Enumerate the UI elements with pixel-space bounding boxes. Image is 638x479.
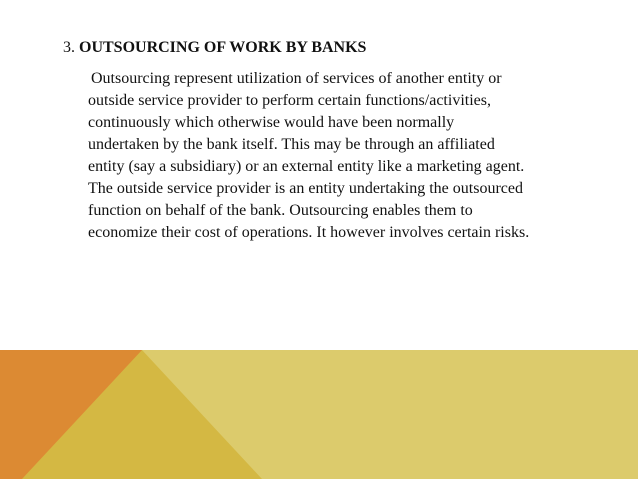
body-line: continuously which otherwise would have been normally [88,114,455,131]
body-line: outside service provider to perform certain functions/activities, [88,92,491,109]
body-line: function on behalf of the bank. Outsourcing enables them to [88,202,473,219]
body-line: The outside service provider is an entity undertaking the outsourced [88,180,523,197]
body-line: undertaken by the bank itself. This may be through an affiliated [88,136,495,153]
footer-band-graphic [0,350,638,479]
decorative-footer-band [0,350,638,479]
body-paragraph [88,68,588,244]
body-line: Outsourcing represent utilization of services of another entity or [91,70,502,87]
body-line: entity (say a subsidiary) or an external entity like a marketing agent. [88,158,525,175]
slide-heading [63,38,366,58]
heading-number: 3. [63,39,79,56]
heading-title: OUTSOURCING OF WORK BY BANKS [79,39,367,56]
body-line: economize their cost of operations. It however involves certain risks. [88,224,530,241]
